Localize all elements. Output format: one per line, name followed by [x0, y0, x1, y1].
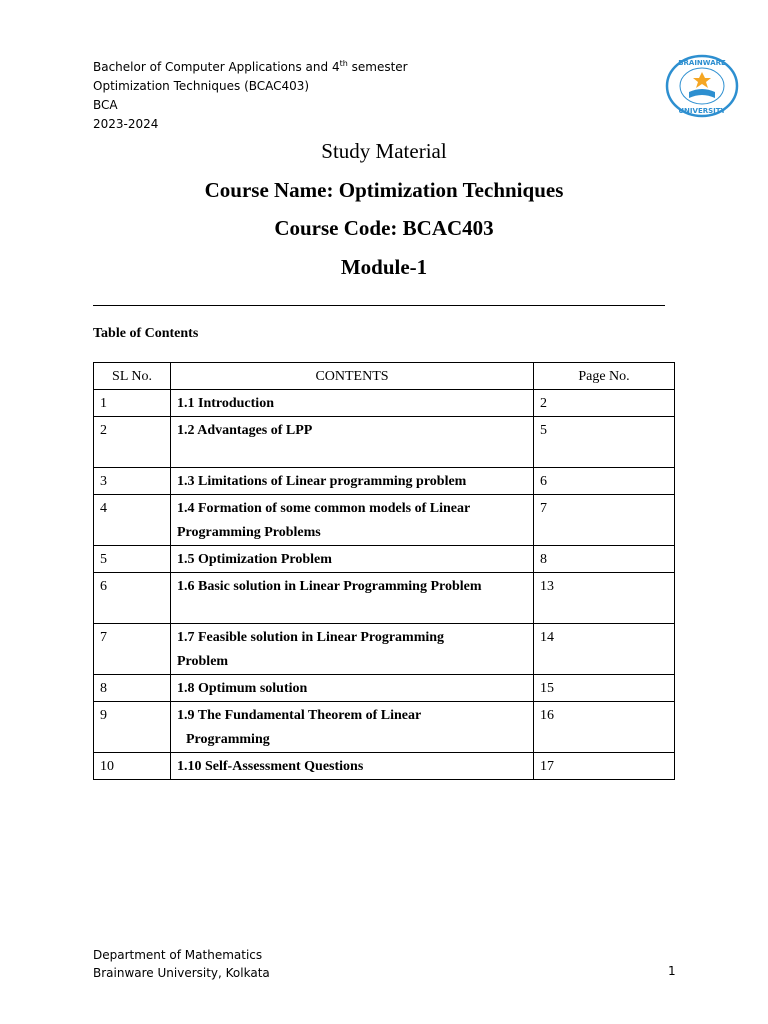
- university-logo: [665, 54, 739, 118]
- row-page: 13: [534, 573, 675, 624]
- row-title-line1: 1.8 Optimum solution: [177, 681, 308, 696]
- header-program-line: Bachelor of Computer Applications and 4th semester: [93, 59, 408, 74]
- table-row: [94, 495, 675, 546]
- row-page: 14: [534, 624, 675, 675]
- document-footer: [93, 946, 270, 982]
- row-sl: 2: [94, 417, 171, 468]
- row-title[interactable]: [171, 546, 534, 573]
- row-title-line1: 1.1 Introduction: [177, 396, 274, 411]
- row-sl: 8: [94, 675, 171, 702]
- row-title-line2: Programming Problems: [177, 525, 321, 540]
- table-of-contents: [93, 362, 675, 780]
- table-row: [94, 573, 675, 624]
- horizontal-rule: [93, 305, 665, 306]
- column-header-page: Page No.: [534, 363, 675, 390]
- row-title-line1: 1.4 Formation of some common models of Linear: [177, 501, 471, 516]
- row-sl: 9: [94, 702, 171, 753]
- row-sl: 5: [94, 546, 171, 573]
- row-page: 2: [534, 390, 675, 417]
- table-row: [94, 702, 675, 753]
- column-header-sl: SL No.: [94, 363, 171, 390]
- table-row: [94, 546, 675, 573]
- row-page: 17: [534, 753, 675, 780]
- row-title-line2: Programming: [186, 732, 270, 747]
- row-title[interactable]: [171, 753, 534, 780]
- course-code-title: Course Code: BCAC403: [274, 216, 494, 240]
- module-title: Module-1: [340, 255, 428, 279]
- row-title[interactable]: [171, 675, 534, 702]
- table-row: [94, 417, 675, 468]
- header-degree-line: BCA: [93, 98, 118, 112]
- row-sl: 4: [94, 495, 171, 546]
- row-title[interactable]: [171, 417, 534, 468]
- row-title[interactable]: [171, 624, 534, 675]
- row-sl: 6: [94, 573, 171, 624]
- table-row: [94, 624, 675, 675]
- row-title-line1: 1.6 Basic solution in Linear Programming Problem: [177, 579, 482, 594]
- footer-university: Brainware University, Kolkata: [93, 966, 270, 980]
- row-title-line1: 1.3 Limitations of Linear programming problem: [177, 474, 467, 489]
- toc-header-row: [94, 363, 675, 390]
- page-number: 1: [668, 964, 676, 978]
- row-sl: 1: [94, 390, 171, 417]
- row-title-line2: Problem: [177, 654, 229, 669]
- row-page: 16: [534, 702, 675, 753]
- column-header-contents: CONTENTS: [171, 363, 534, 390]
- header-session-line: 2023-2024: [93, 117, 159, 131]
- document-header: [93, 58, 408, 134]
- row-title-line1: 1.2 Advantages of LPP: [177, 423, 313, 438]
- table-row: [94, 390, 675, 417]
- table-row: [94, 468, 675, 495]
- logo-text-top: BRAINWARE: [678, 59, 726, 67]
- row-title-line1: 1.9 The Fundamental Theorem of Linear: [177, 708, 422, 723]
- study-material-title: Study Material: [321, 139, 447, 163]
- row-title[interactable]: [171, 390, 534, 417]
- row-page: 5: [534, 417, 675, 468]
- logo-text-bottom: UNIVERSITY: [678, 107, 726, 115]
- row-page: 8: [534, 546, 675, 573]
- row-title[interactable]: [171, 495, 534, 546]
- row-sl: 10: [94, 753, 171, 780]
- table-row: [94, 753, 675, 780]
- footer-department: Department of Mathematics: [93, 948, 263, 962]
- row-page: 6: [534, 468, 675, 495]
- row-sl: 7: [94, 624, 171, 675]
- header-subject-line: Optimization Techniques (BCAC403): [93, 79, 310, 93]
- row-sl: 3: [94, 468, 171, 495]
- row-title[interactable]: [171, 702, 534, 753]
- row-title[interactable]: [171, 573, 534, 624]
- row-page: 15: [534, 675, 675, 702]
- row-title-line1: 1.7 Feasible solution in Linear Programming: [177, 630, 445, 645]
- row-title[interactable]: [171, 468, 534, 495]
- course-name-title: Course Name: Optimization Techniques: [204, 178, 564, 202]
- row-title-line1: 1.10 Self-Assessment Questions: [177, 759, 364, 774]
- row-page: 7: [534, 495, 675, 546]
- toc-heading: Table of Contents: [93, 326, 199, 341]
- row-title-line1: 1.5 Optimization Problem: [177, 552, 332, 567]
- table-row: [94, 675, 675, 702]
